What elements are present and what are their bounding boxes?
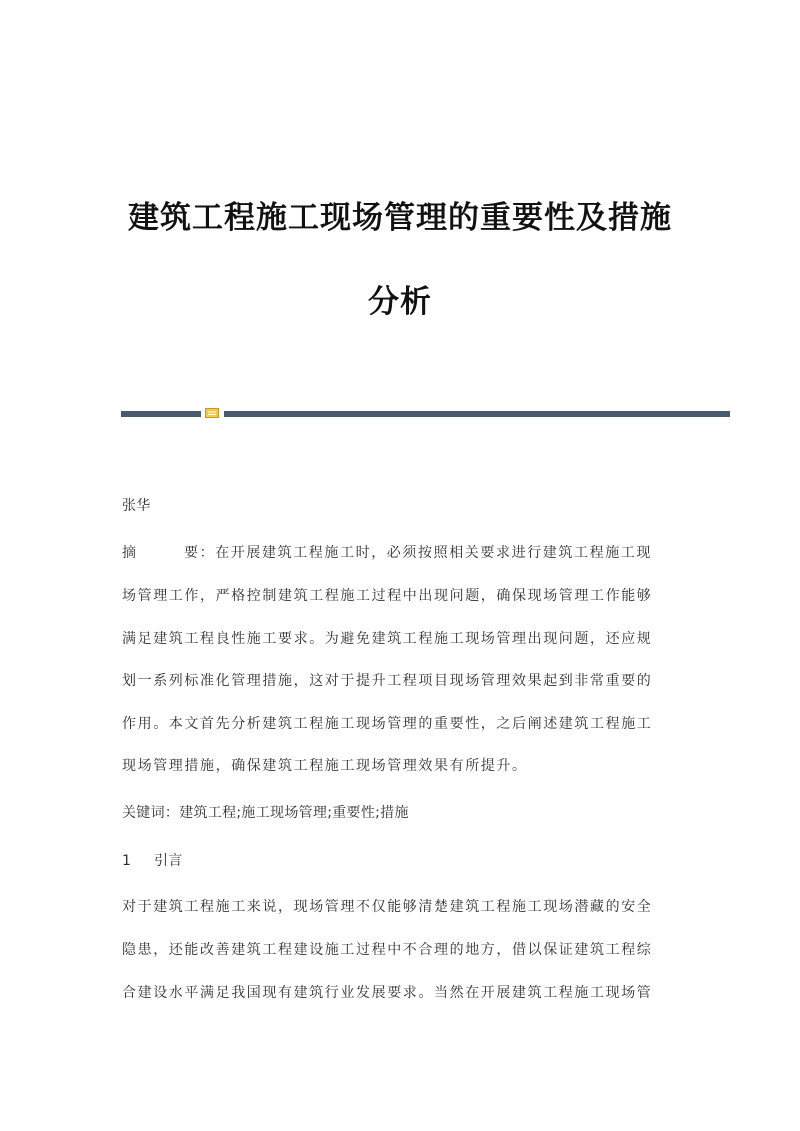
title-divider bbox=[121, 408, 730, 418]
abstract-label-second: 要： bbox=[184, 545, 216, 561]
abstract-line: 划一系列标准化管理措施，这对于提升工程项目现场管理效果起到非常重要的 bbox=[122, 673, 653, 689]
divider-bar-left bbox=[121, 411, 201, 417]
title-line-2: 分析 bbox=[368, 284, 432, 320]
abstract-line bbox=[122, 542, 652, 562]
abstract-line: 场管理工作，严格控制建筑工程施工过程中出现问题，确保现场管理工作能够 bbox=[122, 588, 653, 604]
abstract-text: 在开展建筑工程施工时，必须按照相关要求进行建筑工程施工现 bbox=[215, 545, 653, 561]
section-title: 引言 bbox=[154, 853, 183, 869]
keywords: 关键词：建筑工程;施工现场管理;重要性;措施 bbox=[122, 805, 409, 821]
body-line: 合建设水平满足我国现有建筑行业发展要求。当然在开展建筑工程施工现场管 bbox=[122, 985, 653, 1001]
section-heading bbox=[122, 850, 682, 870]
divider-bar-right bbox=[224, 411, 730, 417]
abstract-label-first: 摘 bbox=[122, 545, 138, 561]
body-line: 对于建筑工程施工来说，现场管理不仅能够清楚建筑工程施工现场潜藏的安全 bbox=[122, 899, 653, 915]
document-icon bbox=[205, 408, 219, 418]
section-number: 1 bbox=[122, 853, 132, 869]
abstract-line: 作用。本文首先分析建筑工程施工现场管理的重要性，之后阐述建筑工程施工 bbox=[122, 716, 653, 732]
abstract-line: 现场管理措施，确保建筑工程施工现场管理效果有所提升。 bbox=[122, 758, 528, 774]
author-name: 张华 bbox=[122, 498, 151, 514]
body-line: 隐患，还能改善建筑工程建设施工过程中不合理的地方，借以保证建筑工程综 bbox=[122, 942, 653, 958]
title-line-1: 建筑工程施工现场管理的重要性及措施 bbox=[128, 200, 672, 236]
abstract-line: 满足建筑工程良性施工要求。为避免建筑工程施工现场管理出现问题，还应规 bbox=[122, 631, 653, 647]
